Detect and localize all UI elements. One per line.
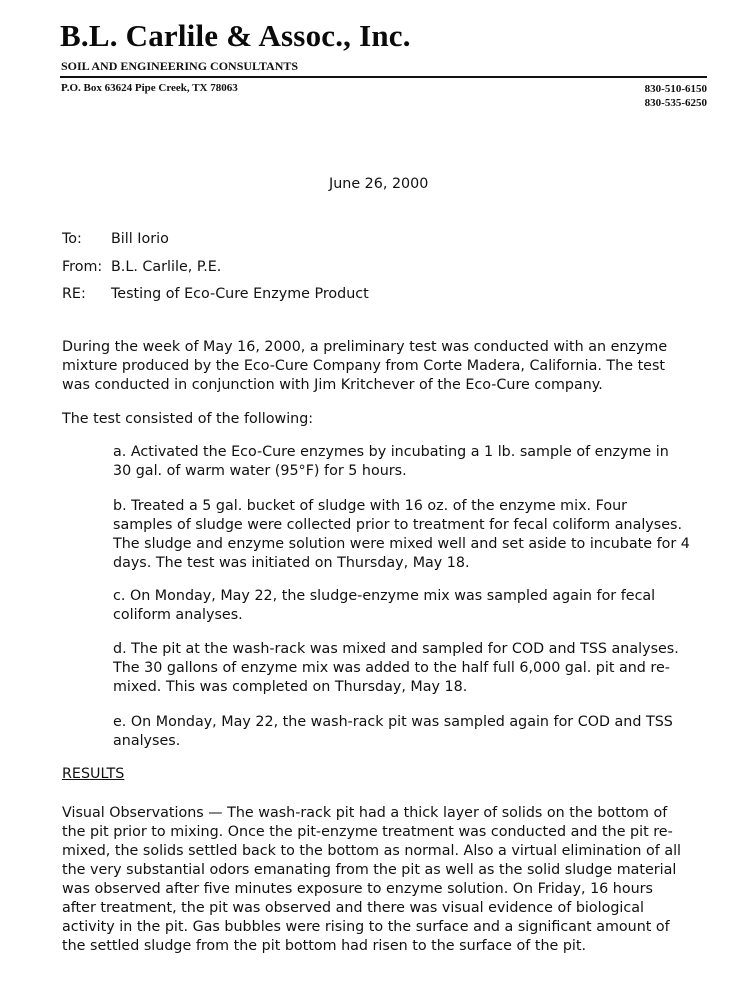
test-step-d [113,640,715,697]
memo-to-line [62,231,169,247]
step-line: The sludge and enzyme solution were mixed well and set aside to incubate for 4 [113,536,690,552]
phone-number-1: 830-510-6150 [644,83,707,95]
memo-re-line [62,286,369,302]
step-line: e. On Monday, May 22, the wash-rack pit was sampled again for COD and TSS [113,714,673,730]
step-line: days. The test was initiated on Thursday, May 18. [113,555,470,571]
step-line: analyses. [113,733,181,749]
observation-line: after treatment, the pit was observed and there was visual evidence of biological [62,900,644,916]
results-heading: RESULTS [62,766,125,782]
step-line: The 30 gallons of enzyme mix was added to the half full 6,000 gal. pit and re- [113,660,670,676]
observation-line: was observed after five minutes exposure to enzyme solution. On Friday, 16 hours [62,881,654,897]
step-line: coliform analyses. [113,607,243,623]
step-line: d. The pit at the wash-rack was mixed and sampled for COD and TSS analyses. [113,641,679,657]
observation-line: Visual Observations — The wash-rack pit had a thick layer of solids on the bottom of [62,805,668,821]
memo-to-value: Bill Iorio [111,231,169,247]
test-step-e [113,713,715,751]
step-line: a. Activated the Eco-Cure enzymes by incubating a 1 lb. sample of enzyme in [113,444,669,460]
observation-line: the very substantial odors emanating from the pit as well as the solid sludge material [62,862,677,878]
company-tagline: SOIL AND ENGINEERING CONSULTANTS [61,59,299,73]
test-step-a [113,443,715,481]
observation-line: the settled sludge from the pit bottom had risen to the surface of the pit. [62,938,587,954]
company-address: P.O. Box 63624 Pipe Creek, TX 78063 [61,82,238,94]
observation-line: the pit prior to mixing. Once the pit-enzyme treatment was conducted and the pit re- [62,824,673,840]
intro-line: During the week of May 16, 2000, a preliminary test was conducted with an enzyme [62,339,668,355]
step-line: mixed. This was completed on Thursday, May 18. [113,679,468,695]
test-step-c [113,587,715,625]
letterhead-divider [60,76,707,78]
visual-observations-paragraph [62,804,714,956]
memo-from-label: From: [62,259,103,275]
company-phones [645,82,707,110]
memo-from-line [62,259,221,275]
test-intro-line: The test consisted of the following: [62,411,314,427]
observation-line: activity in the pit. Gas bubbles were rising to the surface and a significant amount of [62,919,670,935]
memo-re-value: Testing of Eco-Cure Enzyme Product [111,286,369,302]
intro-line: mixture produced by the Eco-Cure Company from Corte Madera, California. The test [62,358,666,374]
intro-line: was conducted in conjunction with Jim Kritchever of the Eco-Cure company. [62,377,603,393]
step-line: b. Treated a 5 gal. bucket of sludge with 16 oz. of the enzyme mix. Four [113,498,628,514]
step-line: samples of sludge were collected prior to treatment for fecal coliform analyses. [113,517,683,533]
step-line: c. On Monday, May 22, the sludge-enzyme mix was sampled again for fecal [113,588,656,604]
letter-date: June 26, 2000 [329,176,429,192]
step-line: 30 gal. of warm water (95°F) for 5 hours. [113,463,407,479]
memo-from-value: B.L. Carlile, P.E. [111,259,222,275]
company-name: B.L. Carlile & Assoc., Inc. [60,18,411,53]
memo-re-label: RE: [62,286,86,302]
observation-line: mixed, the solids settled back to the bottom as normal. Also a virtual elimination of all [62,843,682,859]
memo-to-label: To: [62,231,82,247]
intro-paragraph [62,338,712,395]
test-step-b [113,497,715,573]
phone-number-2: 830-535-6250 [644,97,707,109]
